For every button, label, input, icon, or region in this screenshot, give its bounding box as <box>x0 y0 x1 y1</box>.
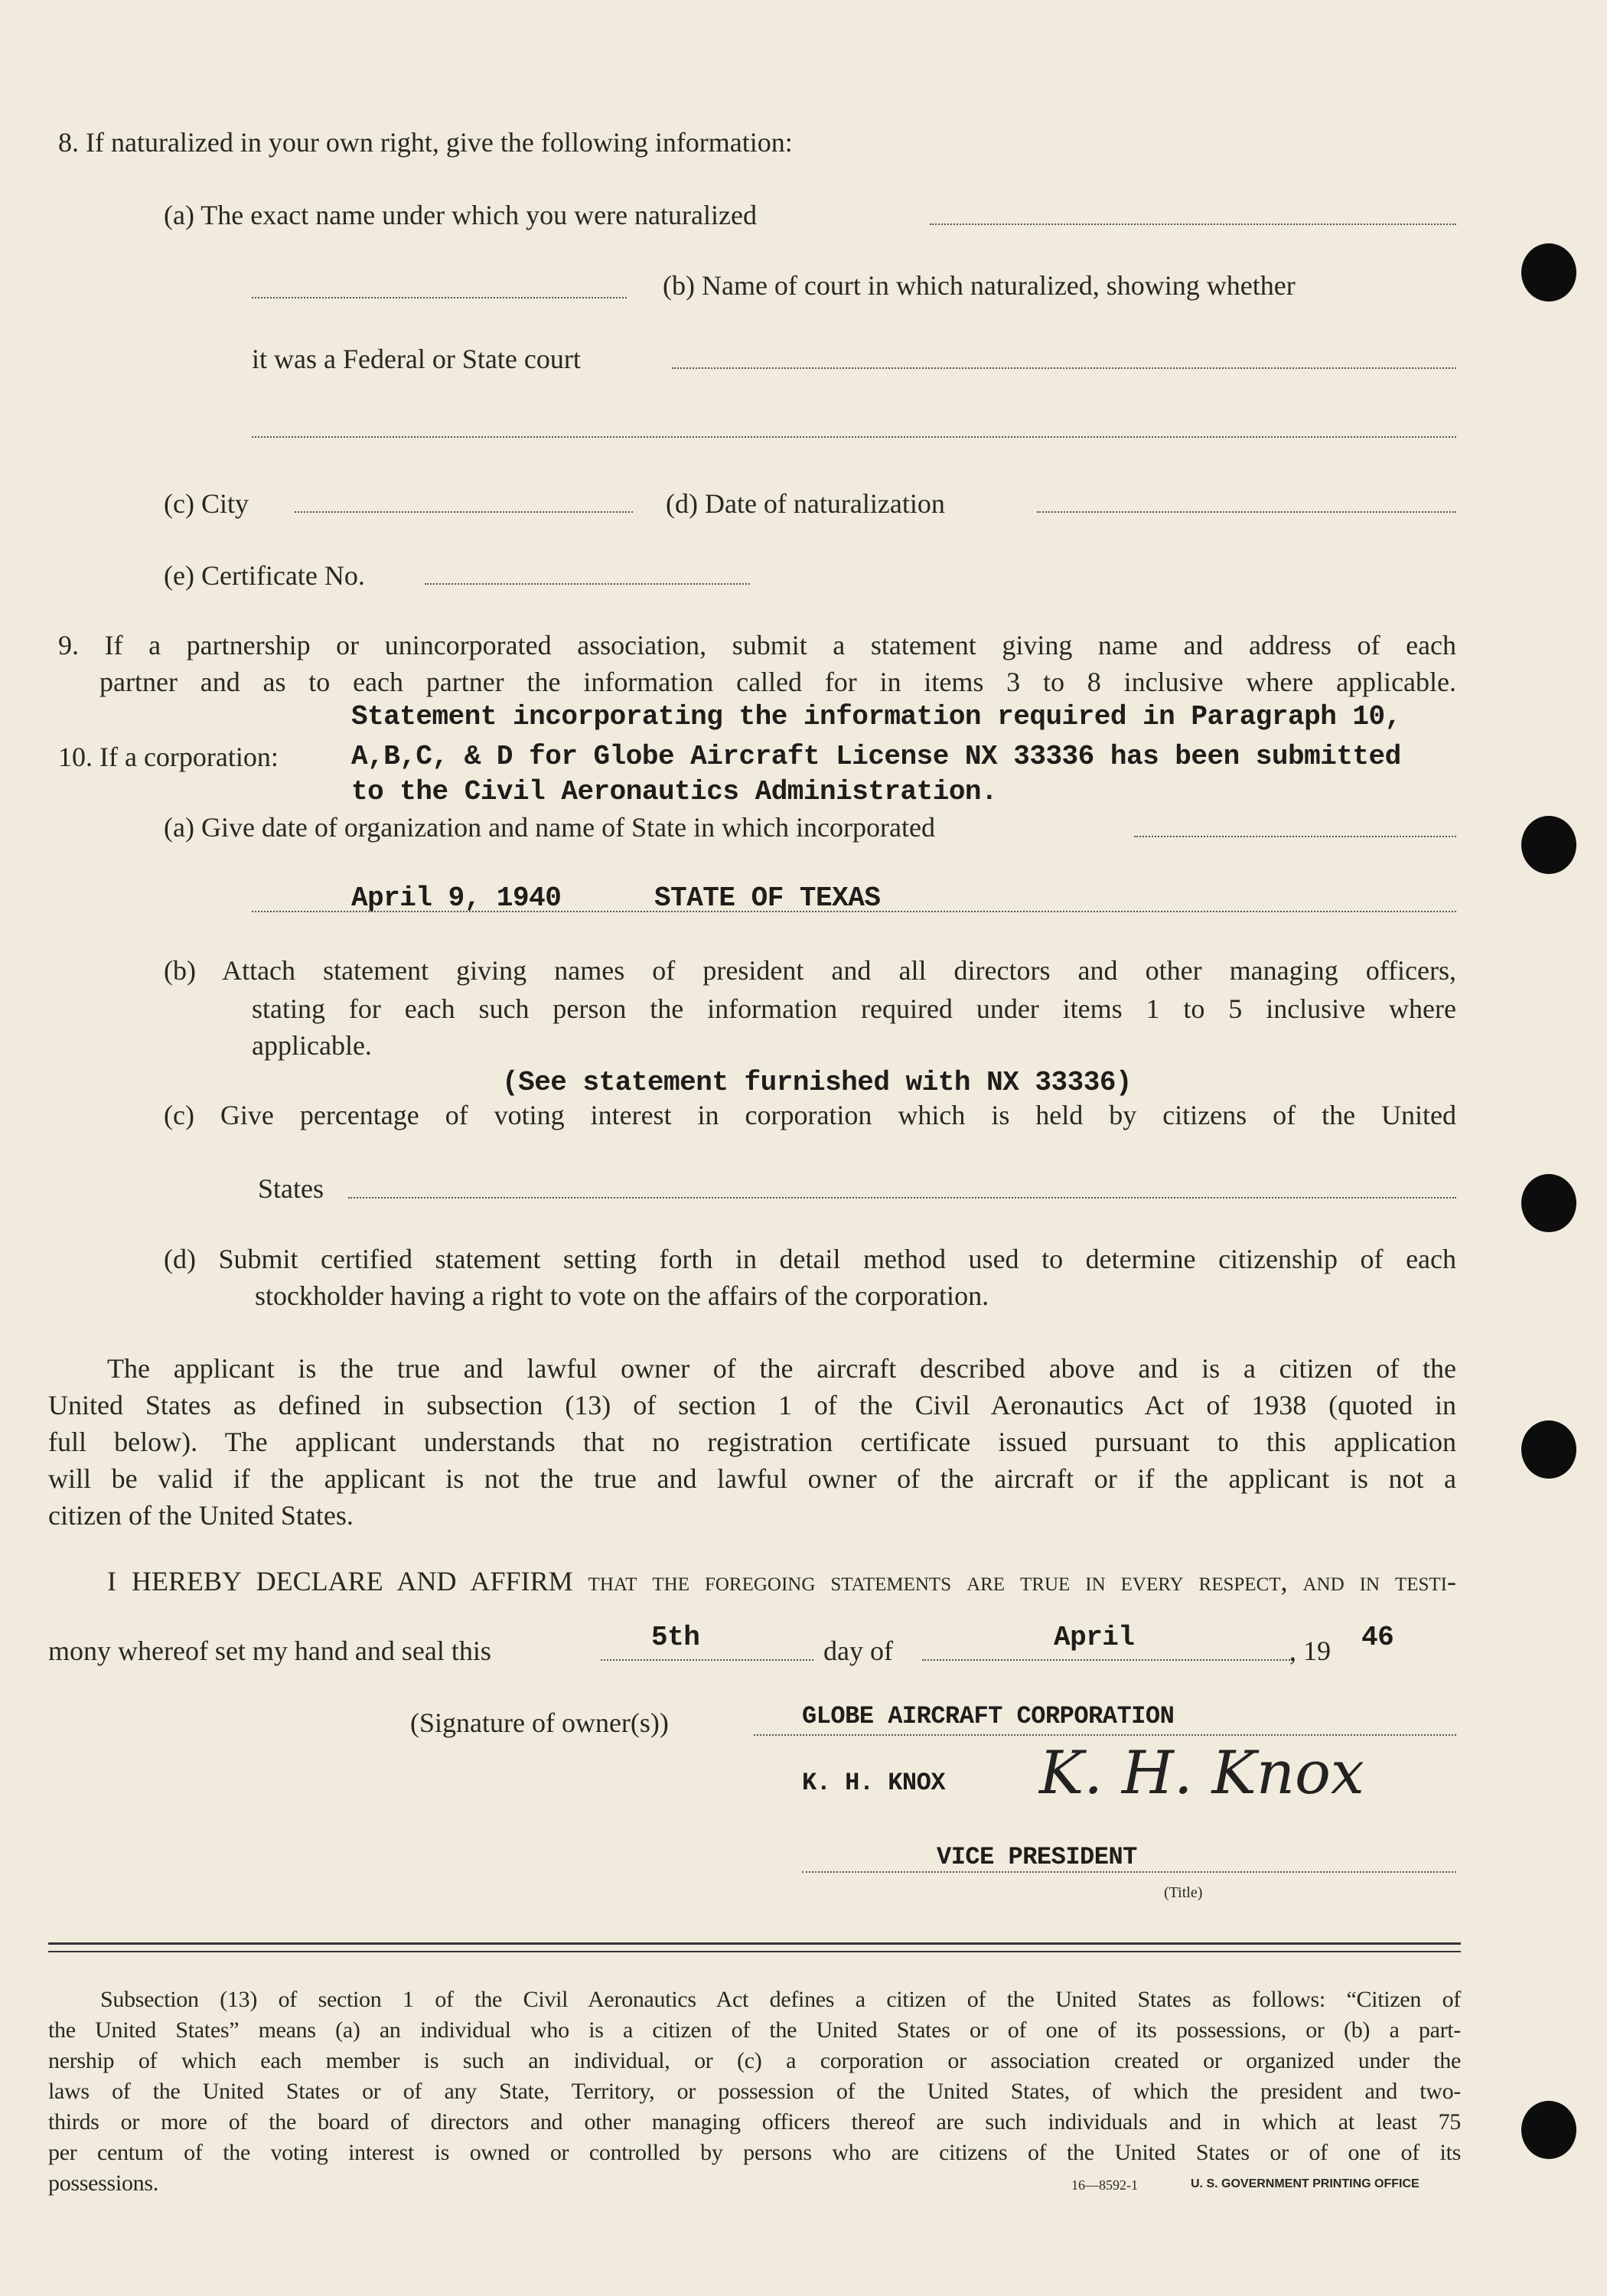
organization-date: April 9, 1940 <box>351 882 562 914</box>
statement-line4: will be valid if the applicant is not the true and lawful owner of the aircraft or if the applicant is not a <box>48 1463 1456 1494</box>
footer-line: the United States” means (a) an individual who is a citizen of the United States or of one of its possessions, or (b) a part- <box>48 2017 1461 2043</box>
signer-name: K. H. KNOX <box>802 1769 946 1797</box>
item9-line2: partner and as to each partner the information called for in items 3 to 8 inclusive where applicable. <box>99 667 1456 697</box>
court-field[interactable] <box>672 367 1456 369</box>
year-prefix: , 19 <box>1289 1636 1331 1666</box>
typed-statement-3: to the Civil Aeronautics Administration. <box>351 776 998 807</box>
punch-hole <box>1521 816 1576 874</box>
item10d-line1: (d) Submit certified statement setting forth in detail method used to determine citizenship of each <box>164 1244 1456 1274</box>
item10a-label: (a) Give date of organization and name of State in which incorporated <box>164 812 935 843</box>
punch-hole <box>1521 243 1576 302</box>
voting-percentage-field[interactable] <box>348 1197 1456 1199</box>
punch-hole <box>1521 2101 1576 2159</box>
item8a-label: (a) The exact name under which you were naturalized <box>164 200 757 230</box>
item8d-label: (d) Date of naturalization <box>666 488 945 519</box>
statement-line2: United States as defined in subsection (13) of section 1 of the Civil Aeronautics Act of 1938 (quoted in <box>48 1390 1456 1420</box>
organization-field[interactable] <box>1134 836 1456 837</box>
typed-see-statement: (See statement furnished with NX 33336) <box>502 1067 1133 1098</box>
month-field[interactable] <box>922 1659 1292 1661</box>
organization-state: STATE OF TEXAS <box>654 882 881 914</box>
day-value: 5th <box>651 1622 700 1653</box>
item8b-label-cont: it was a Federal or State court <box>252 344 581 374</box>
city-field[interactable] <box>295 511 633 513</box>
day-of-label: day of <box>823 1636 893 1666</box>
statement-line5: citizen of the United States. <box>48 1500 354 1531</box>
footer-line: nership of which each member is such an individual, or (c) a corporation or association created or organized under the <box>48 2048 1461 2073</box>
title-label: (Title) <box>1164 1884 1203 1901</box>
footer-line: per centum of the voting interest is owned or controlled by persons who are citizens of the United States or of one of its <box>48 2140 1461 2165</box>
certificate-field[interactable] <box>425 583 750 585</box>
item10b-line2: stating for each such person the information required under items 1 to 5 inclusive where <box>252 993 1456 1024</box>
footer-line: possessions. <box>48 2170 158 2196</box>
naturalization-date-field[interactable] <box>1037 511 1456 513</box>
item10b-line3: applicable. <box>252 1030 372 1061</box>
item10c-label-cont: States <box>258 1173 324 1204</box>
item9-line1: 9. If a partnership or unincorporated association, submit a statement giving name and address of each <box>58 630 1456 660</box>
item8-title: 8. If naturalized in your own right, give the following information: <box>58 127 793 158</box>
form-number: 16—8592-1 <box>1071 2177 1138 2193</box>
signature-field[interactable] <box>754 1734 1456 1736</box>
month-value: April <box>1054 1622 1135 1653</box>
naturalized-name-field-cont[interactable] <box>252 297 627 298</box>
naturalized-name-field[interactable] <box>930 223 1456 225</box>
declaration-line1: I HEREBY DECLARE AND AFFIRM that the foregoing statements are true in every respect, and in testi- <box>107 1566 1456 1596</box>
item10b-line1: (b) Attach statement giving names of president and all directors and other managing officers, <box>164 955 1456 986</box>
item8e-label: (e) Certificate No. <box>164 560 365 591</box>
statement-line1: The applicant is the true and lawful owner of the aircraft described above and is a citizen of the <box>107 1353 1456 1384</box>
typed-statement-1: Statement incorporating the information required in Paragraph 10, <box>351 701 1401 732</box>
item8b-label: (b) Name of court in which naturalized, showing whether <box>663 270 1296 301</box>
footer-line: laws of the United States or of any State, Territory, or possession of the United States, of which the president and two- <box>48 2079 1461 2104</box>
printer-imprint: U. S. GOVERNMENT PRINTING OFFICE <box>1191 2177 1420 2190</box>
title-value: VICE PRESIDENT <box>937 1843 1137 1871</box>
item10-label: 10. If a corporation: <box>58 742 279 772</box>
footer-line: thirds or more of the board of directors and other managing officers thereof are such individuals and in which at least 75 <box>48 2109 1461 2135</box>
punch-hole <box>1521 1420 1576 1479</box>
handwritten-signature: K. H. Knox <box>1039 1739 1364 1808</box>
owner-name: GLOBE AIRCRAFT CORPORATION <box>802 1702 1175 1730</box>
punch-hole <box>1521 1174 1576 1232</box>
signature-label: (Signature of owner(s)) <box>410 1707 669 1738</box>
item10c-label: (c) Give percentage of voting interest in corporation which is held by citizens of the United <box>164 1100 1456 1130</box>
divider-rule <box>48 1951 1461 1952</box>
year-value: 46 <box>1361 1622 1394 1653</box>
statement-line3: full below). The applicant understands that no registration certificate issued pursuant to this application <box>48 1427 1456 1457</box>
court-field-cont[interactable] <box>252 436 1456 438</box>
item10d-line2: stockholder having a right to vote on the affairs of the corporation. <box>255 1280 989 1311</box>
typed-statement-2: A,B,C, & D for Globe Aircraft License NX 33336 has been submitted <box>351 741 1401 772</box>
declaration-line2: mony whereof set my hand and seal this <box>48 1636 491 1666</box>
footer-line: Subsection (13) of section 1 of the Civil Aeronautics Act defines a citizen of the United States as follows: “Citizen of <box>100 1987 1461 2012</box>
divider-rule <box>48 1942 1461 1945</box>
item8c-label: (c) City <box>164 488 249 519</box>
day-field[interactable] <box>601 1659 813 1661</box>
